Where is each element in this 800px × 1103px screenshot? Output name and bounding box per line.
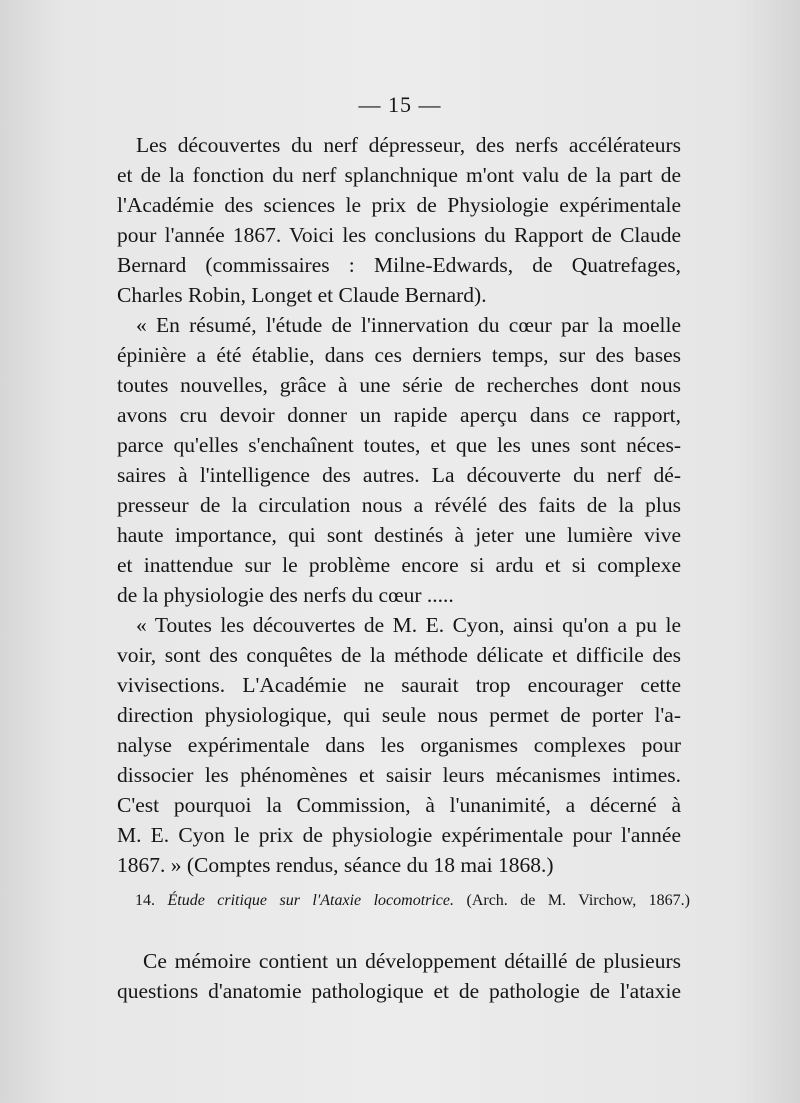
text-line: avons cru devoir donner un rapide aperçu dans ce rapport,	[117, 403, 681, 427]
text-line: haute importance, qui sont destinés à jeter une lumière vive	[117, 523, 681, 547]
text-line: toutes nouvelles, grâce à une série de recherches dont nous	[117, 373, 681, 397]
footnote-title: Étude critique sur l'Ataxie locomotrice.	[167, 892, 455, 909]
text-line: « En résumé, l'étude de l'innervation du cœur par la moelle	[136, 313, 681, 337]
text-line: M. E. Cyon le prix de physiologie expérimentale pour l'année	[117, 823, 681, 847]
text-line: presseur de la circulation nous a révélé des faits de la plus	[117, 493, 681, 517]
text-line: et de la fonction du nerf splanchnique m'ont valu de la part de	[117, 163, 681, 187]
text-line: questions d'anatomie pathologique et de pathologie de l'ataxie	[117, 979, 681, 1003]
text-line: « Toutes les découvertes de M. E. Cyon, ainsi qu'on a pu le	[136, 613, 681, 637]
text-line: l'Académie des sciences le prix de Physiologie expérimentale	[117, 193, 681, 217]
text-line: et inattendue sur le problème encore si ardu et si complexe	[117, 553, 681, 577]
text-line: Charles Robin, Longet et Claude Bernard).	[117, 283, 487, 307]
text-line: Bernard (commissaires : Milne-Edwards, de Quatrefages,	[117, 253, 681, 277]
text-line: dissocier les phénomènes et saisir leurs mécanismes intimes.	[117, 763, 681, 787]
text-line: direction physiologique, qui seule nous permet de porter l'a-	[117, 703, 681, 727]
page-number: — 15 —	[358, 92, 442, 117]
text-line: Ce mémoire contient un développement détaillé de plusieurs	[143, 949, 681, 973]
text-line: voir, sont des conquêtes de la méthode délicate et difficile des	[117, 643, 681, 667]
text-line: 1867. » (Comptes rendus, séance du 18 mai 1868.)	[117, 853, 554, 877]
text-line: C'est pourquoi la Commission, à l'unanimité, a décerné à	[117, 793, 681, 817]
text-line: Les découvertes du nerf dépresseur, des nerfs accélérateurs	[136, 133, 681, 157]
footnote	[135, 890, 690, 912]
text-line: vivisections. L'Académie ne saurait trop encourager cette	[117, 673, 681, 697]
text-line: de la physiologie des nerfs du cœur .....	[117, 583, 454, 607]
text-line: parce qu'elles s'enchaînent toutes, et que les unes sont néces-	[117, 433, 681, 457]
text-line: pour l'année 1867. Voici les conclusions du Rapport de Claude	[117, 223, 681, 247]
text-line: nalyse expérimentale dans les organismes complexes pour	[117, 733, 681, 757]
footnote-reference: (Arch. de M. Virchow, 1867.)	[466, 892, 690, 909]
text-line: saires à l'intelligence des autres. La découverte du nerf dé-	[117, 463, 681, 487]
text-line: épinière a été établie, dans ces derniers temps, sur des bases	[117, 343, 681, 367]
footnote-number: 14.	[135, 892, 155, 909]
